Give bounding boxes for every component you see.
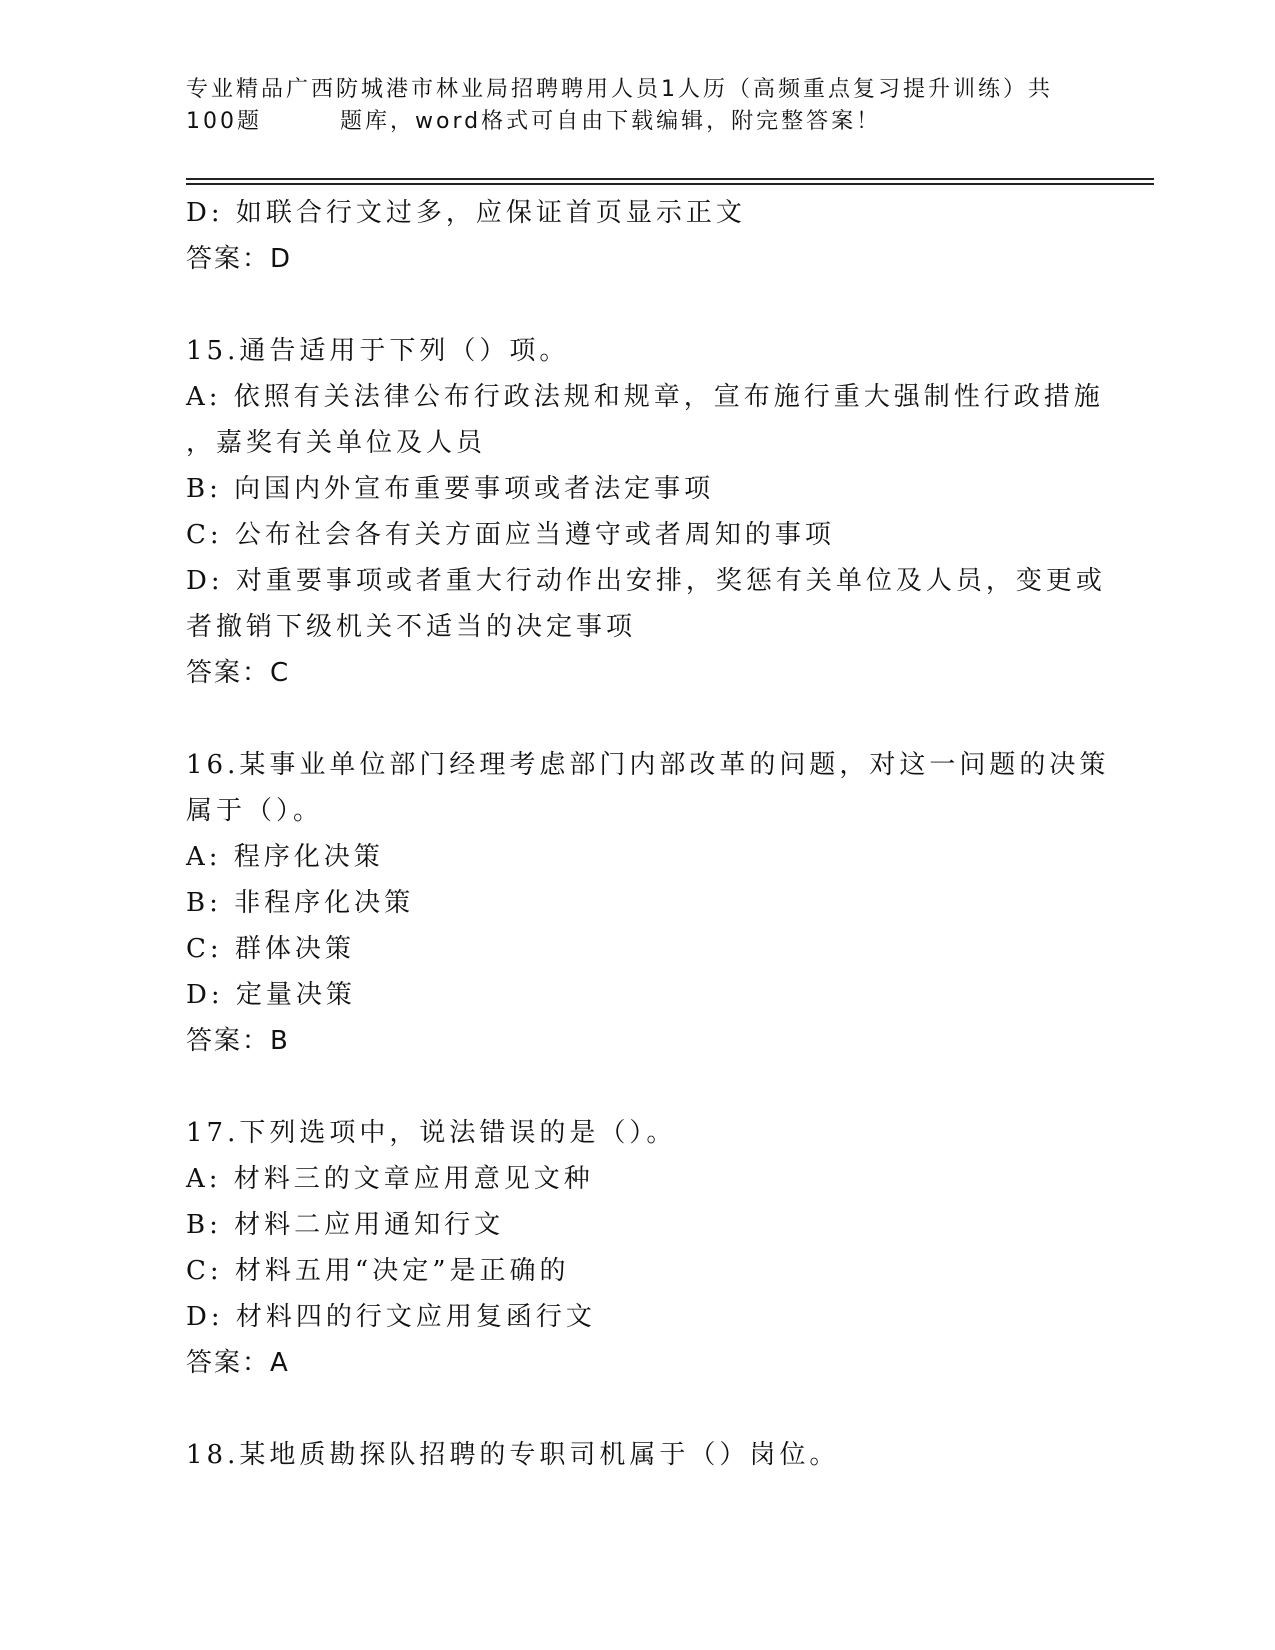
q15-option-d-line1: D: 对重要事项或者重大行动作出安排，奖惩有关单位及人员，变更或: [186, 566, 1106, 596]
q15-option-a-line1: A: 依照有关法律公布行政法规和规章，宣布施行重大强制性行政措施: [186, 382, 1104, 412]
q16-answer: 答案：B: [186, 1026, 290, 1056]
q17-option-d: D: 材料四的行文应用复函行文: [186, 1302, 596, 1332]
header-title-line2: [186, 106, 1086, 138]
header-title-line1: 专业精品广西防城港市林业局招聘聘用人员1人历（高频重点复习提升训练）共: [186, 77, 1053, 102]
q18-question: 18.某地质勘探队招聘的专职司机属于（）岗位。: [186, 1440, 840, 1470]
q16-option-b: B: 非程序化决策: [186, 888, 415, 918]
q15-question: 15.通告适用于下列（）项。: [186, 336, 570, 366]
q17-question: 17.下列选项中，说法错误的是（）。: [186, 1118, 677, 1148]
q17-option-b: B: 材料二应用通知行文: [186, 1210, 505, 1240]
q14-option-d: D: 如联合行文过多，应保证首页显示正文: [186, 198, 746, 228]
q16-question-line2: 属于（）。: [186, 796, 324, 826]
question-list: [186, 190, 1110, 1478]
q16-question-line1: 16.某事业单位部门经理考虑部门内部改革的问题，对这一问题的决策: [186, 750, 1110, 780]
q15-option-d-line2: 者撤销下级机关不适当的决定事项: [186, 612, 637, 642]
q15-option-a-line2: ，嘉奖有关单位及人员: [186, 428, 487, 458]
header-subtitle: 题库，word格式可自由下载编辑，附完整答案！: [340, 109, 882, 134]
q15-answer: 答案：C: [186, 658, 291, 688]
header-divider-bottom: [186, 183, 1154, 185]
q16-option-a: A: 程序化决策: [186, 842, 384, 872]
q17-answer: 答案：A: [186, 1348, 290, 1378]
q16-option-d: D: 定量决策: [186, 980, 356, 1010]
q15-option-c: C: 公布社会各有关方面应当遵守或者周知的事项: [186, 520, 835, 550]
q17-option-a: A: 材料三的文章应用意见文种: [186, 1164, 594, 1194]
q14-answer: 答案：D: [186, 244, 293, 274]
q17-option-c: C: 材料五用“决定”是正确的: [186, 1256, 570, 1286]
header-divider-top: [186, 178, 1154, 180]
q16-option-c: C: 群体决策: [186, 934, 355, 964]
q15-option-b: B: 向国内外宣布重要事项或者法定事项: [186, 474, 715, 504]
header-question-count: 100题: [186, 109, 262, 134]
document-header: [186, 74, 1086, 138]
